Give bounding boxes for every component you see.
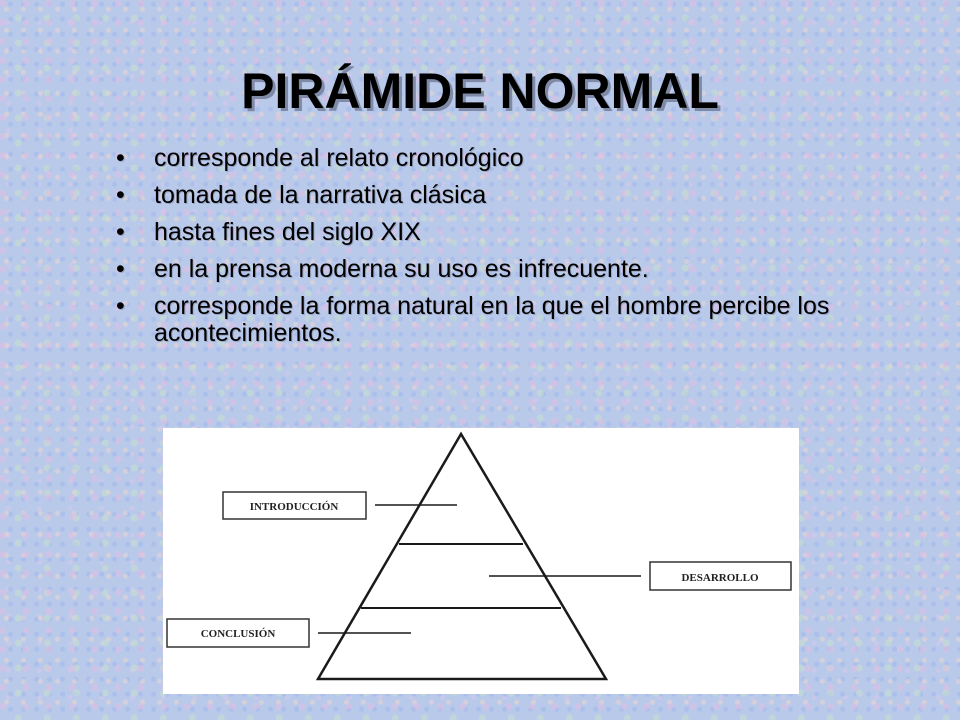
pyramid-svg [163,428,799,694]
bullet-text: tomada de la narrativa clásica [154,181,487,209]
bullet-dot: • [116,218,125,246]
bullet-text: corresponde la forma natural en la que el hombre percibe los acontecimientos. [154,292,830,347]
bullet-item [110,145,870,172]
bullet-item [110,256,870,283]
bullet-list [110,145,870,357]
conclusion-label: CONCLUSIÓN [200,628,276,640]
bullet-item [110,219,870,246]
development-label: DESARROLLO [681,572,759,584]
bullet-text: en la prensa moderna su uso es infrecuente. [154,255,649,283]
bullet-dot: • [116,181,125,209]
pyramid-triangle [318,434,606,679]
bullet-dot: • [116,144,125,172]
slide-title: PIRÁMIDE NORMAL [241,63,719,119]
bullet-dot: • [116,255,125,283]
bullet-text: hasta fines del siglo XIX [154,218,421,246]
bullet-item [110,293,870,347]
bullet-text: corresponde al relato cronológico [154,144,524,172]
pyramid-diagram [163,428,799,694]
intro-label: INTRODUCCIÓN [249,501,339,513]
bullet-dot: • [116,292,125,320]
bullet-item [110,182,870,209]
